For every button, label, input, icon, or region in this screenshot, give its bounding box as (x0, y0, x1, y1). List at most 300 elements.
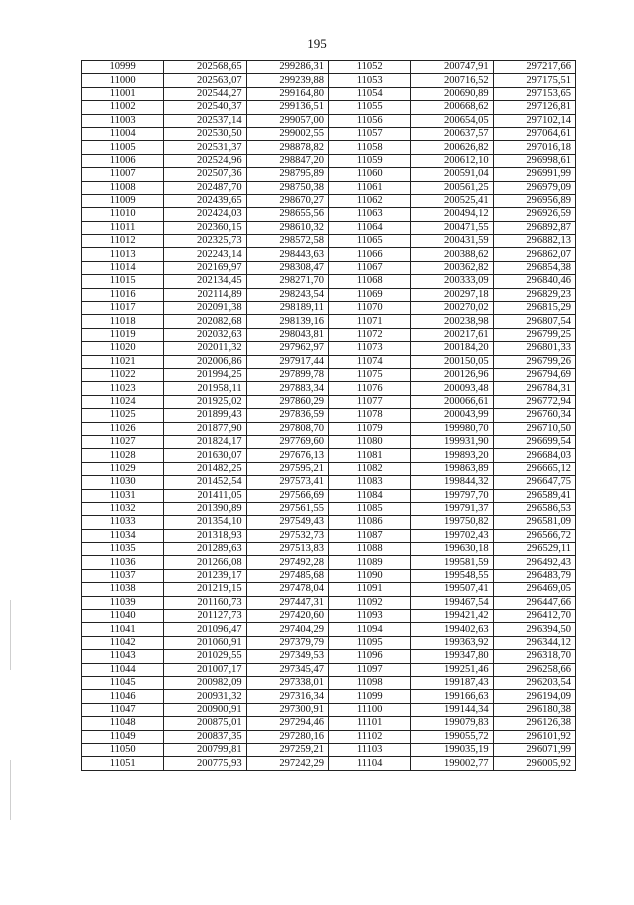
table-cell-x-coordinate: 202325,73 (164, 235, 246, 248)
table-cell-y-coordinate: 297102,14 (493, 114, 575, 127)
table-cell-x-coordinate: 201060,91 (164, 636, 246, 649)
table-cell-y-coordinate: 296394,50 (493, 623, 575, 636)
table-cell-y-coordinate: 297883,34 (246, 382, 328, 395)
table-row (82, 288, 576, 301)
table-cell-x-coordinate: 199144,34 (411, 703, 493, 716)
table-row (82, 476, 576, 489)
table-cell-point-id: 11104 (328, 757, 410, 770)
table-cell-x-coordinate: 200217,61 (411, 328, 493, 341)
table-cell-point-id: 11052 (328, 61, 410, 74)
table-cell-point-id: 11065 (328, 235, 410, 248)
table-cell-y-coordinate: 296101,92 (493, 730, 575, 743)
table-cell-y-coordinate: 296318,70 (493, 650, 575, 663)
table-cell-x-coordinate: 201958,11 (164, 382, 246, 395)
table-cell-y-coordinate: 296772,94 (493, 395, 575, 408)
table-cell-y-coordinate: 296180,38 (493, 703, 575, 716)
table-cell-x-coordinate: 200184,20 (411, 342, 493, 355)
table-cell-x-coordinate: 202537,14 (164, 114, 246, 127)
table-cell-point-id: 11051 (82, 757, 164, 770)
table-row (82, 610, 576, 623)
table-cell-x-coordinate: 200043,99 (411, 409, 493, 422)
table-cell-point-id: 11001 (82, 87, 164, 100)
table-cell-point-id: 11023 (82, 382, 164, 395)
table-cell-y-coordinate: 298443,63 (246, 248, 328, 261)
table-cell-x-coordinate: 200471,55 (411, 221, 493, 234)
table-cell-point-id: 11032 (82, 502, 164, 515)
table-cell-x-coordinate: 201007,17 (164, 663, 246, 676)
table-cell-x-coordinate: 199797,70 (411, 489, 493, 502)
table-cell-x-coordinate: 202530,50 (164, 127, 246, 140)
table-cell-y-coordinate: 296071,99 (493, 743, 575, 756)
table-cell-y-coordinate: 297549,43 (246, 516, 328, 529)
table-cell-x-coordinate: 202091,38 (164, 302, 246, 315)
table-cell-point-id: 11012 (82, 235, 164, 248)
table-cell-point-id: 11069 (328, 288, 410, 301)
table-cell-x-coordinate: 199893,20 (411, 449, 493, 462)
table-cell-y-coordinate: 296586,53 (493, 502, 575, 515)
table-row (82, 596, 576, 609)
table-cell-y-coordinate: 297532,73 (246, 529, 328, 542)
table-cell-y-coordinate: 297338,01 (246, 676, 328, 689)
table-cell-x-coordinate: 199421,42 (411, 610, 493, 623)
table-cell-point-id: 11011 (82, 221, 164, 234)
table-cell-y-coordinate: 297316,34 (246, 690, 328, 703)
table-cell-x-coordinate: 199055,72 (411, 730, 493, 743)
table-cell-x-coordinate: 199863,89 (411, 462, 493, 475)
table-cell-x-coordinate: 202439,65 (164, 194, 246, 207)
table-cell-y-coordinate: 296581,09 (493, 516, 575, 529)
table-cell-y-coordinate: 297492,28 (246, 556, 328, 569)
table-cell-x-coordinate: 202540,37 (164, 101, 246, 114)
table-cell-y-coordinate: 298572,58 (246, 235, 328, 248)
table-cell-y-coordinate: 297485,68 (246, 569, 328, 582)
table-cell-y-coordinate: 297345,47 (246, 663, 328, 676)
table-cell-x-coordinate: 199750,82 (411, 516, 493, 529)
table-cell-y-coordinate: 296892,87 (493, 221, 575, 234)
table-cell-y-coordinate: 296566,72 (493, 529, 575, 542)
table-cell-y-coordinate: 297153,65 (493, 87, 575, 100)
table-row (82, 328, 576, 341)
table-cell-point-id: 11079 (328, 422, 410, 435)
table-cell-point-id: 11060 (328, 168, 410, 181)
table-cell-y-coordinate: 296258,66 (493, 663, 575, 676)
table-cell-y-coordinate: 296447,66 (493, 596, 575, 609)
table-cell-y-coordinate: 296815,29 (493, 302, 575, 315)
table-cell-y-coordinate: 297420,60 (246, 610, 328, 623)
table-cell-y-coordinate: 298655,56 (246, 208, 328, 221)
table-cell-x-coordinate: 200126,96 (411, 368, 493, 381)
table-cell-x-coordinate: 200093,48 (411, 382, 493, 395)
table-cell-point-id: 11024 (82, 395, 164, 408)
table-cell-x-coordinate: 202134,45 (164, 275, 246, 288)
table-cell-x-coordinate: 199791,37 (411, 502, 493, 515)
table-cell-x-coordinate: 199002,77 (411, 757, 493, 770)
table-cell-point-id: 11049 (82, 730, 164, 743)
table-cell-x-coordinate: 200388,62 (411, 248, 493, 261)
table-row (82, 435, 576, 448)
table-cell-x-coordinate: 200333,09 (411, 275, 493, 288)
table-cell-point-id: 11063 (328, 208, 410, 221)
table-cell-y-coordinate: 296710,50 (493, 422, 575, 435)
table-row (82, 502, 576, 515)
table-cell-y-coordinate: 296801,33 (493, 342, 575, 355)
table-cell-y-coordinate: 299136,51 (246, 101, 328, 114)
table-cell-x-coordinate: 200431,59 (411, 235, 493, 248)
table-cell-x-coordinate: 200900,91 (164, 703, 246, 716)
table-cell-x-coordinate: 201925,02 (164, 395, 246, 408)
table-cell-y-coordinate: 298043,81 (246, 328, 328, 341)
table-cell-y-coordinate: 297561,55 (246, 502, 328, 515)
table-cell-x-coordinate: 199166,63 (411, 690, 493, 703)
table-cell-y-coordinate: 296344,12 (493, 636, 575, 649)
table-cell-y-coordinate: 297676,13 (246, 449, 328, 462)
table-cell-x-coordinate: 202563,07 (164, 74, 246, 87)
table-row (82, 543, 576, 556)
table-cell-point-id: 11004 (82, 127, 164, 140)
table-cell-point-id: 11036 (82, 556, 164, 569)
coordinates-table (81, 60, 576, 771)
table-cell-point-id: 11015 (82, 275, 164, 288)
table-cell-x-coordinate: 202360,15 (164, 221, 246, 234)
table-cell-y-coordinate: 298139,16 (246, 315, 328, 328)
table-cell-x-coordinate: 200931,32 (164, 690, 246, 703)
table-cell-y-coordinate: 296956,89 (493, 194, 575, 207)
table-cell-y-coordinate: 298670,27 (246, 194, 328, 207)
table-cell-point-id: 11081 (328, 449, 410, 462)
table-cell-y-coordinate: 297566,69 (246, 489, 328, 502)
table-cell-x-coordinate: 200637,57 (411, 127, 493, 140)
table-cell-point-id: 11019 (82, 328, 164, 341)
table-cell-y-coordinate: 298243,54 (246, 288, 328, 301)
table-row (82, 717, 576, 730)
table-cell-point-id: 11055 (328, 101, 410, 114)
table-cell-point-id: 11074 (328, 355, 410, 368)
table-cell-y-coordinate: 296979,09 (493, 181, 575, 194)
table-cell-x-coordinate: 200716,52 (411, 74, 493, 87)
table-row (82, 181, 576, 194)
table-cell-y-coordinate: 297242,29 (246, 757, 328, 770)
table-row (82, 315, 576, 328)
table-cell-point-id: 11085 (328, 502, 410, 515)
table-cell-point-id: 11047 (82, 703, 164, 716)
table-cell-point-id: 11043 (82, 650, 164, 663)
table-cell-point-id: 11100 (328, 703, 410, 716)
table-cell-point-id: 11071 (328, 315, 410, 328)
table-cell-x-coordinate: 201390,89 (164, 502, 246, 515)
table-row (82, 690, 576, 703)
table-cell-x-coordinate: 202568,65 (164, 61, 246, 74)
table-cell-y-coordinate: 297349,53 (246, 650, 328, 663)
table-cell-point-id: 11028 (82, 449, 164, 462)
table-cell-point-id: 11094 (328, 623, 410, 636)
table-cell-x-coordinate: 201219,15 (164, 583, 246, 596)
table-cell-y-coordinate: 296784,31 (493, 382, 575, 395)
table-cell-point-id: 11053 (328, 74, 410, 87)
table-cell-x-coordinate: 201096,47 (164, 623, 246, 636)
table-cell-y-coordinate: 298189,11 (246, 302, 328, 315)
table-row (82, 556, 576, 569)
coordinates-table-body (82, 61, 576, 771)
table-cell-x-coordinate: 201452,54 (164, 476, 246, 489)
table-cell-point-id: 11022 (82, 368, 164, 381)
table-cell-point-id: 11044 (82, 663, 164, 676)
table-row (82, 368, 576, 381)
table-cell-point-id: 11035 (82, 543, 164, 556)
table-row (82, 462, 576, 475)
table-cell-point-id: 11067 (328, 261, 410, 274)
table-cell-point-id: 11076 (328, 382, 410, 395)
table-cell-y-coordinate: 297217,66 (493, 61, 575, 74)
table-cell-x-coordinate: 199507,41 (411, 583, 493, 596)
table-cell-y-coordinate: 296829,23 (493, 288, 575, 301)
table-row (82, 409, 576, 422)
table-cell-y-coordinate: 297917,44 (246, 355, 328, 368)
table-cell-x-coordinate: 200297,18 (411, 288, 493, 301)
table-cell-point-id: 11027 (82, 435, 164, 448)
table-cell-x-coordinate: 199347,80 (411, 650, 493, 663)
table-cell-y-coordinate: 297808,70 (246, 422, 328, 435)
table-cell-point-id: 10999 (82, 61, 164, 74)
table-cell-point-id: 11077 (328, 395, 410, 408)
table-cell-point-id: 11048 (82, 717, 164, 730)
table-cell-y-coordinate: 298750,38 (246, 181, 328, 194)
table-cell-point-id: 11061 (328, 181, 410, 194)
table-cell-x-coordinate: 202082,68 (164, 315, 246, 328)
table-cell-point-id: 11086 (328, 516, 410, 529)
table-cell-x-coordinate: 200270,02 (411, 302, 493, 315)
table-cell-y-coordinate: 296794,69 (493, 368, 575, 381)
table-cell-x-coordinate: 199467,54 (411, 596, 493, 609)
table-cell-point-id: 11058 (328, 141, 410, 154)
table-cell-y-coordinate: 296492,43 (493, 556, 575, 569)
table-cell-point-id: 11046 (82, 690, 164, 703)
table-cell-y-coordinate: 296203,54 (493, 676, 575, 689)
table-cell-y-coordinate: 296665,12 (493, 462, 575, 475)
table-cell-point-id: 11097 (328, 663, 410, 676)
table-cell-x-coordinate: 200668,62 (411, 101, 493, 114)
table-cell-x-coordinate: 200362,82 (411, 261, 493, 274)
table-cell-x-coordinate: 200561,25 (411, 181, 493, 194)
table-cell-x-coordinate: 201411,05 (164, 489, 246, 502)
table-cell-y-coordinate: 297016,18 (493, 141, 575, 154)
table-cell-y-coordinate: 296760,34 (493, 409, 575, 422)
table-cell-y-coordinate: 297404,29 (246, 623, 328, 636)
table-cell-y-coordinate: 296194,09 (493, 690, 575, 703)
table-cell-y-coordinate: 296991,99 (493, 168, 575, 181)
table-cell-x-coordinate: 201289,63 (164, 543, 246, 556)
table-cell-x-coordinate: 202169,97 (164, 261, 246, 274)
table-cell-point-id: 11005 (82, 141, 164, 154)
table-cell-point-id: 11031 (82, 489, 164, 502)
table-cell-y-coordinate: 298847,20 (246, 154, 328, 167)
table-row (82, 208, 576, 221)
table-row (82, 529, 576, 542)
table-cell-y-coordinate: 296854,38 (493, 261, 575, 274)
table-cell-point-id: 11096 (328, 650, 410, 663)
table-cell-x-coordinate: 199702,43 (411, 529, 493, 542)
table-row (82, 168, 576, 181)
table-cell-y-coordinate: 297259,21 (246, 743, 328, 756)
table-row (82, 194, 576, 207)
table-row (82, 141, 576, 154)
table-row (82, 127, 576, 140)
table-cell-x-coordinate: 200612,10 (411, 154, 493, 167)
table-cell-x-coordinate: 200775,93 (164, 757, 246, 770)
table-cell-y-coordinate: 297478,04 (246, 583, 328, 596)
table-cell-x-coordinate: 200837,35 (164, 730, 246, 743)
table-cell-y-coordinate: 297513,83 (246, 543, 328, 556)
table-cell-x-coordinate: 200654,05 (411, 114, 493, 127)
table-cell-point-id: 11062 (328, 194, 410, 207)
table-row (82, 235, 576, 248)
table-cell-point-id: 11007 (82, 168, 164, 181)
table-cell-y-coordinate: 298610,32 (246, 221, 328, 234)
table-cell-point-id: 11041 (82, 623, 164, 636)
table-cell-y-coordinate: 299002,55 (246, 127, 328, 140)
table-cell-point-id: 11006 (82, 154, 164, 167)
table-cell-y-coordinate: 296483,79 (493, 569, 575, 582)
table-cell-y-coordinate: 296862,07 (493, 248, 575, 261)
table-cell-y-coordinate: 296799,25 (493, 328, 575, 341)
table-cell-point-id: 11008 (82, 181, 164, 194)
table-row (82, 569, 576, 582)
table-cell-point-id: 11042 (82, 636, 164, 649)
table-cell-point-id: 11101 (328, 717, 410, 730)
table-cell-y-coordinate: 297595,21 (246, 462, 328, 475)
table-cell-point-id: 11034 (82, 529, 164, 542)
table-cell-y-coordinate: 297962,97 (246, 342, 328, 355)
table-cell-y-coordinate: 296684,03 (493, 449, 575, 462)
table-cell-y-coordinate: 299239,88 (246, 74, 328, 87)
table-cell-point-id: 11033 (82, 516, 164, 529)
table-cell-x-coordinate: 202507,36 (164, 168, 246, 181)
table-cell-y-coordinate: 296469,05 (493, 583, 575, 596)
table-cell-y-coordinate: 296882,13 (493, 235, 575, 248)
table-cell-point-id: 11102 (328, 730, 410, 743)
table-cell-point-id: 11089 (328, 556, 410, 569)
table-cell-x-coordinate: 200626,82 (411, 141, 493, 154)
table-cell-y-coordinate: 296529,11 (493, 543, 575, 556)
table-cell-point-id: 11088 (328, 543, 410, 556)
table-cell-point-id: 11054 (328, 87, 410, 100)
table-cell-point-id: 11087 (328, 529, 410, 542)
table-cell-x-coordinate: 202032,63 (164, 328, 246, 341)
table-row (82, 623, 576, 636)
table-cell-point-id: 11045 (82, 676, 164, 689)
table-cell-y-coordinate: 297175,51 (493, 74, 575, 87)
table-row (82, 87, 576, 100)
table-row (82, 730, 576, 743)
table-cell-x-coordinate: 200494,12 (411, 208, 493, 221)
table-row (82, 342, 576, 355)
table-cell-point-id: 11082 (328, 462, 410, 475)
table-row (82, 743, 576, 756)
table-cell-point-id: 11091 (328, 583, 410, 596)
scan-margin-mark (10, 600, 11, 670)
table-row (82, 275, 576, 288)
table-cell-x-coordinate: 199363,92 (411, 636, 493, 649)
table-cell-x-coordinate: 199035,19 (411, 743, 493, 756)
table-cell-x-coordinate: 200150,05 (411, 355, 493, 368)
table-cell-x-coordinate: 201877,90 (164, 422, 246, 435)
table-cell-point-id: 11016 (82, 288, 164, 301)
table-cell-point-id: 11018 (82, 315, 164, 328)
table-cell-y-coordinate: 296699,54 (493, 435, 575, 448)
table-cell-y-coordinate: 297573,41 (246, 476, 328, 489)
table-cell-x-coordinate: 199402,63 (411, 623, 493, 636)
table-cell-x-coordinate: 201318,93 (164, 529, 246, 542)
table-cell-point-id: 11084 (328, 489, 410, 502)
table-cell-point-id: 11029 (82, 462, 164, 475)
table-cell-y-coordinate: 296998,61 (493, 154, 575, 167)
table-cell-y-coordinate: 297280,16 (246, 730, 328, 743)
table-row (82, 395, 576, 408)
table-cell-x-coordinate: 202243,14 (164, 248, 246, 261)
table-cell-x-coordinate: 200525,41 (411, 194, 493, 207)
table-row (82, 676, 576, 689)
table-cell-x-coordinate: 201630,07 (164, 449, 246, 462)
table-row (82, 74, 576, 87)
table-row (82, 449, 576, 462)
table-cell-y-coordinate: 297769,60 (246, 435, 328, 448)
table-cell-y-coordinate: 296807,54 (493, 315, 575, 328)
table-cell-x-coordinate: 200066,61 (411, 395, 493, 408)
table-cell-x-coordinate: 199931,90 (411, 435, 493, 448)
table-cell-point-id: 11064 (328, 221, 410, 234)
table-cell-x-coordinate: 199844,32 (411, 476, 493, 489)
table-cell-x-coordinate: 202011,32 (164, 342, 246, 355)
table-cell-x-coordinate: 200799,81 (164, 743, 246, 756)
table-cell-point-id: 11003 (82, 114, 164, 127)
table-cell-x-coordinate: 199581,59 (411, 556, 493, 569)
table-cell-x-coordinate: 202487,70 (164, 181, 246, 194)
table-cell-y-coordinate: 296412,70 (493, 610, 575, 623)
table-cell-y-coordinate: 297836,59 (246, 409, 328, 422)
table-cell-y-coordinate: 296799,26 (493, 355, 575, 368)
table-cell-x-coordinate: 199187,43 (411, 676, 493, 689)
table-cell-y-coordinate: 297300,91 (246, 703, 328, 716)
table-cell-x-coordinate: 199548,55 (411, 569, 493, 582)
table-cell-point-id: 11066 (328, 248, 410, 261)
table-cell-y-coordinate: 299286,31 (246, 61, 328, 74)
table-cell-point-id: 11020 (82, 342, 164, 355)
table-cell-x-coordinate: 200875,01 (164, 717, 246, 730)
table-row (82, 61, 576, 74)
table-cell-x-coordinate: 201029,55 (164, 650, 246, 663)
table-cell-x-coordinate: 200747,91 (411, 61, 493, 74)
table-cell-x-coordinate: 202006,86 (164, 355, 246, 368)
table-row (82, 583, 576, 596)
table-cell-point-id: 11037 (82, 569, 164, 582)
table-row (82, 355, 576, 368)
table-cell-x-coordinate: 201482,25 (164, 462, 246, 475)
table-cell-y-coordinate: 296005,92 (493, 757, 575, 770)
table-cell-point-id: 11073 (328, 342, 410, 355)
table-row (82, 516, 576, 529)
table-row (82, 248, 576, 261)
table-row (82, 757, 576, 770)
table-row (82, 663, 576, 676)
table-row (82, 636, 576, 649)
table-cell-point-id: 11050 (82, 743, 164, 756)
scan-margin-mark (10, 760, 11, 820)
table-cell-y-coordinate: 296926,59 (493, 208, 575, 221)
table-cell-y-coordinate: 299164,80 (246, 87, 328, 100)
table-cell-x-coordinate: 202524,96 (164, 154, 246, 167)
table-cell-y-coordinate: 298878,82 (246, 141, 328, 154)
table-cell-y-coordinate: 298795,89 (246, 168, 328, 181)
table-cell-point-id: 11075 (328, 368, 410, 381)
